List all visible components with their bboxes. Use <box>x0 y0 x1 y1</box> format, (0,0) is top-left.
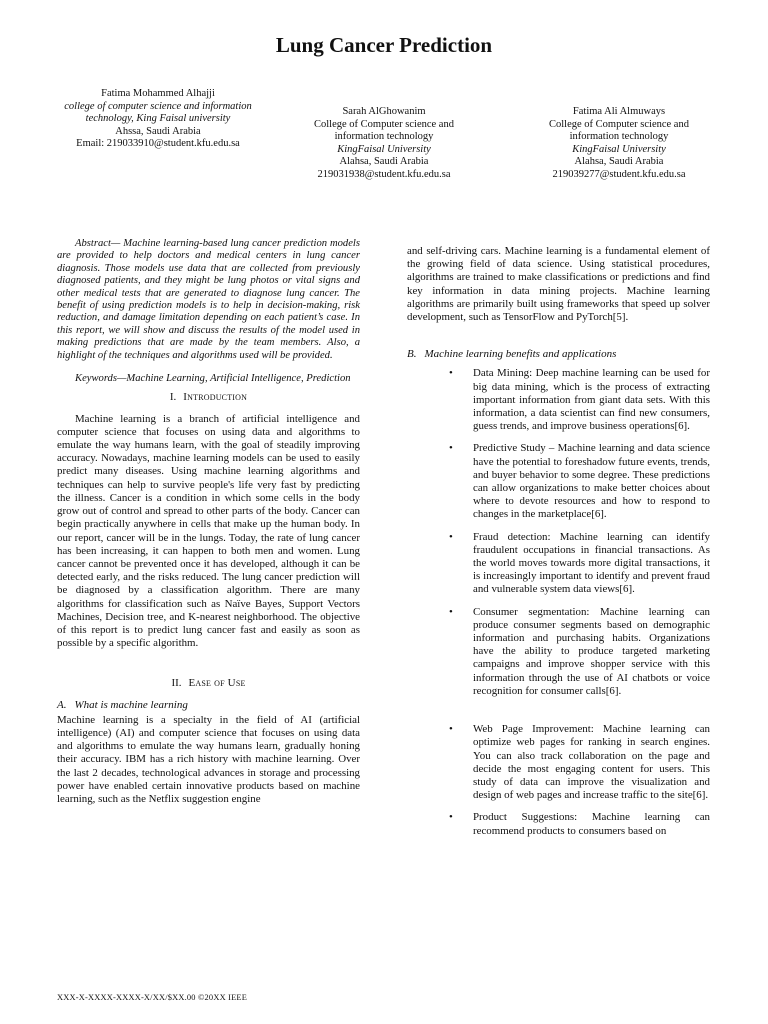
author-email: 219039277@student.kfu.edu.sa <box>552 168 686 180</box>
list-item <box>407 531 710 597</box>
author-location: Alahsa, Saudi Arabia <box>574 156 664 168</box>
paper-title: Lung Cancer Prediction <box>275 33 493 57</box>
list-item-text: Data Mining: Deep machine learning can be used for big data mining, which is the process of extracting important information from giant data sets. With this information, a data scientist can find new consumers, guess trends, and improve business operations[6]. <box>473 367 710 433</box>
subsection-title: Machine learning benefits and applications <box>424 348 617 361</box>
author-affiliation: college of computer science and information technology, King Faisal university <box>64 100 252 125</box>
subsection-number: A. <box>57 698 67 711</box>
section-heading-ease-of-use <box>57 677 360 690</box>
introduction-paragraph: Machine learning is a branch of artificial intelligence and computer science that focuses on using data and algorithms to emulate the way humans learn, with the goal of steadily improving accuracy. Nowadays, machine learning models can be used to easily predict many diseases. Using machine learning algorithms and techniques can help to survive people's life very fast by predicting the illness. Cancer is a condition in which some cells in the body grow out of control and spread to other parts of the body. Cancer can begin practically anywhere in cells that make up the human body. In our report, cancer will be in the lungs. Today, the rate of lung cancer has been increasing, it can happen to both men and women. Lung cancer cannot be prevented once it has developed, although it can be detected early, and the risks reduced. The lung cancer prediction will be diagnosed by a classification algorithm. There are many algorithms for classification such as Naïve Bayes, Support Vectors Machines, Decision tree, and K-nearest neighborhood. The objective of this report is to predict lung cancer fast and easily as soon as possible by a specific algorithm. <box>57 412 360 650</box>
bullet-icon: • <box>449 442 453 455</box>
author-email: 219031938@student.kfu.edu.sa <box>317 168 451 180</box>
bullet-icon: • <box>449 723 453 736</box>
list-item-text: Predictive Study – Machine learning and data science have the potential to foreshadow future events, trends, and buyer behavior to some degree. These predictions can allow organizations to make better choices about where to devote resources and how to respond to changes in the marketplace[6]. <box>473 442 710 521</box>
subsection-title: What is machine learning <box>74 698 188 711</box>
list-item <box>407 723 710 802</box>
section-heading-introduction <box>57 391 360 404</box>
author-organization: KingFaisal University <box>337 143 431 155</box>
list-item-text: Web Page Improvement: Machine learning can optimize web pages for ranking in search engines. You can also track collaboration on the page and decide the most engaging content for users. This study of data can improve the visualization and design of web pages and increase traffic to the site[6]. <box>473 723 710 802</box>
author-name: Fatima Ali Almuways <box>572 106 666 117</box>
list-item <box>407 606 710 698</box>
author-name: Sarah AlGhowanim <box>342 106 426 117</box>
bullet-icon: • <box>449 367 453 380</box>
author-email: Email: 219033910@student.kfu.edu.sa <box>76 138 240 150</box>
list-item-text: Fraud detection: Machine learning can identify fraudulent occupations in financial transactions. As the world moves towards more digital transactions, it is increasingly important to identify and prevent fraud and vulnerable system data views[6]. <box>473 530 710 596</box>
section-title: Introduction <box>183 391 248 404</box>
author-location: Ahssa, Saudi Arabia <box>115 125 201 137</box>
author-department: College of Computer science and information technology <box>314 118 454 143</box>
list-item <box>407 811 710 837</box>
subsection-heading-b <box>407 348 710 361</box>
spacer <box>407 707 710 723</box>
subsection-heading-a <box>57 699 360 712</box>
subsection-number: B. <box>407 348 417 361</box>
bullet-icon: • <box>449 530 453 543</box>
bullet-icon: • <box>449 605 453 618</box>
list-item-text: Consumer segmentation: Machine learning can produce consumer segments based on demographic information and purchasing habits. Organizations have the ability to produce targeted marketing campaigns and improve shopper service with this information through the use of AI chatbots or voice recognition for consumer calls[6]. <box>473 605 710 697</box>
author-department: College of Computer science and information technology <box>549 118 689 143</box>
author-location: Alahsa, Saudi Arabia <box>339 156 429 168</box>
list-item-text: Product Suggestions: Machine learning can recommend products to consumers based on <box>473 811 710 837</box>
bullet-icon: • <box>449 811 453 824</box>
copyright-footer: XXX-X-XXXX-XXXX-X/XX/$XX.00 ©20XX IEEE <box>57 993 248 1002</box>
section-title: Ease of Use <box>188 677 246 690</box>
machine-learning-paragraph: Machine learning is a specialty in the field of AI (artificial intelligence) (AI) and computer science that focuses on using data and algorithms to emulate the way humans learn, gradually honing their accuracy. IBM has a rich history with machine learning. Over the last 2 decades, technological advances in storage and processing power have enabled certain innovative products based on machine learning, such as the Netflix suggestion engine <box>57 713 360 805</box>
keywords: Keywords—Machine Learning, Artificial Intelligence, Prediction <box>75 373 351 385</box>
author-block-3 <box>524 106 714 182</box>
benefits-list <box>407 367 710 837</box>
machine-learning-paragraph-continued: and self-driving cars. Machine learning is a fundamental element of the growing field of data science. Using statistical procedures, algorithms are trained to make classifications or predictions and find key information in data mining projects. Machine learning algorithms are primarily built using frameworks that speed up solver development, such as TensorFlow and PyTorch[5]. <box>407 245 710 324</box>
section-number: II. <box>171 677 182 690</box>
right-column <box>407 245 710 847</box>
author-organization: KingFaisal University <box>572 143 666 155</box>
author-block-1 <box>58 88 258 151</box>
author-name: Fatima Mohammed Alhajji <box>101 88 215 99</box>
list-item <box>407 367 710 433</box>
abstract: Abstract— Machine learning-based lung cancer prediction models are provided to help doctors and medical centers in lung cancer diagnosis. Those models use data that are collected from previously diagnosed patients, and they might be lung photos or vital signs and other medical tests that are generated to diagnose lung cancer. The benefit of using prediction models is to help in decision-making, risk reduction, and damage limitation depending on each patient’s case. In this report, we will show and discuss the results of the model used in making predictions that are made by the team members. Also, a highlight of the techniques and algorithms used will be provided. <box>57 238 360 361</box>
author-block-2 <box>296 106 472 182</box>
left-column <box>57 238 360 806</box>
list-item <box>407 442 710 521</box>
section-number: I. <box>169 391 177 404</box>
